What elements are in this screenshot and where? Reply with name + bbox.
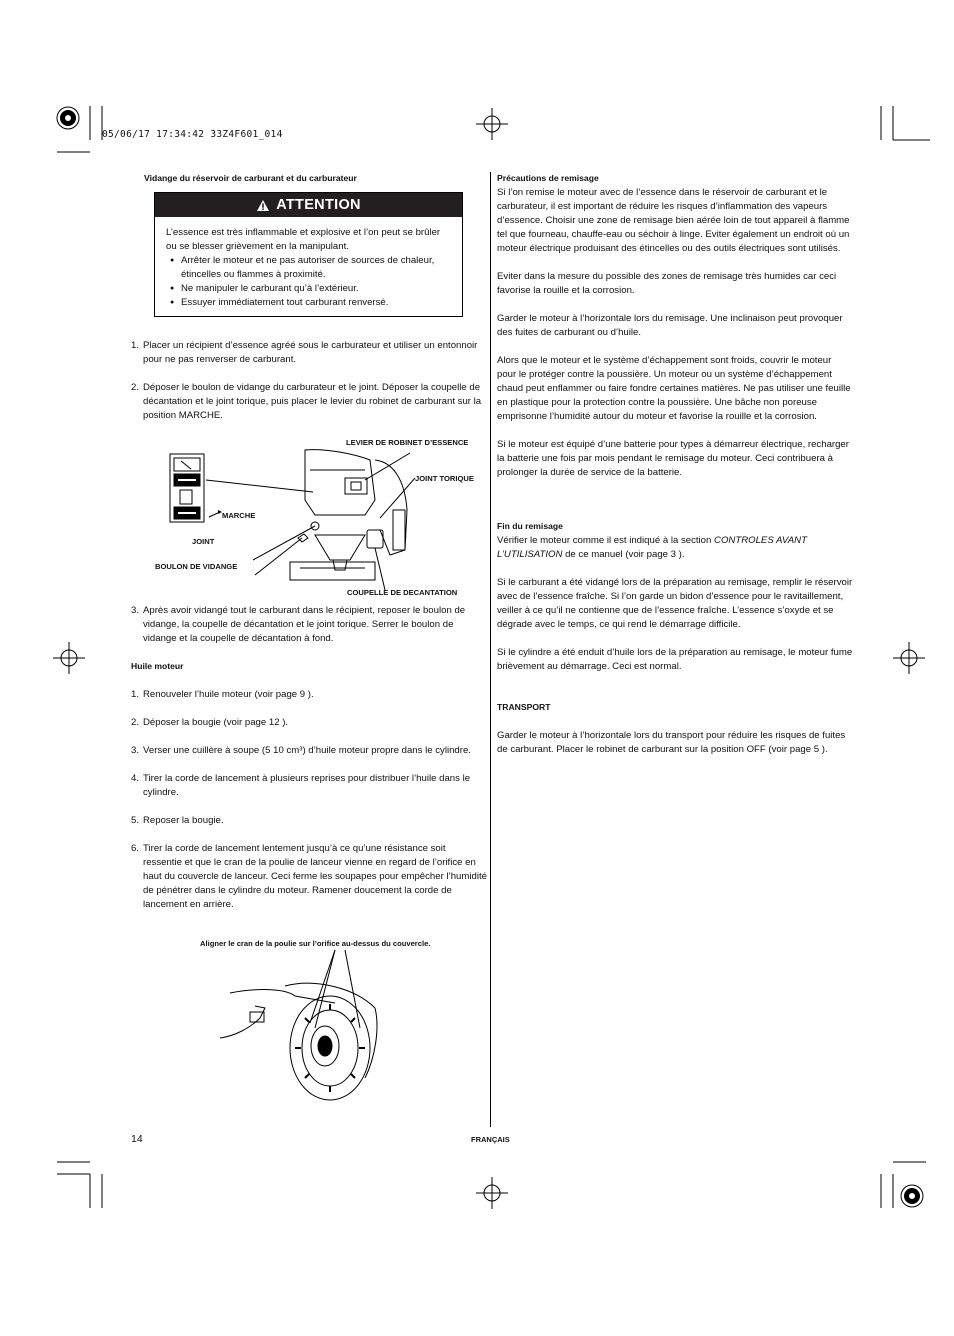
step-text: Tirer la corde de lancement lentement jusqu’à ce qu’une résistance soit ressentie et que le cran de la poulie de lanceur vienne en regard de l’orifice en haut du couvercle de lanceur. Ceci ferme les soupapes pour empêcher l’humidité de pénétrer dans le cylindre du moteur. Ramener doucement la corde de lancement en arrière. bbox=[143, 843, 487, 910]
label-drain-bolt: BOULON DE VIDANGE bbox=[155, 562, 238, 571]
step-text: Après avoir vidangé tout le carburant dans le récipient, reposer le boulon de vidange, la coupelle de décantation et le joint torique. Serrer le boulon de vidange et la coupelle de décantation à fond. bbox=[143, 605, 466, 644]
step-text: Reposer la bougie. bbox=[143, 815, 224, 826]
paragraph: Alors que le moteur et le système d’échappement sont froids, couvrir le moteur pour le protéger contre la poussière. Un moteur ou un système d’échappement chaud peut enflammer ou faire fondre certaines matières. Ne pas utiliser une feuille en plastique pour la protection contre la poussière. Une bâche non poreuse emprisonne l’humidité autour du moteur et favorise la rouille et la corrosion. bbox=[497, 355, 851, 422]
list-item bbox=[131, 772, 487, 800]
carburetor-illustration bbox=[165, 440, 485, 600]
text-run: Vérifier le moteur comme il est indiqué à la section bbox=[497, 535, 715, 546]
paragraph bbox=[497, 534, 853, 562]
label-joint: JOINT bbox=[192, 537, 215, 546]
warning-intro: L’essence est très inflammable et explosive et l’on peut se brûler ou se blesser grièvement en la manipulant. bbox=[166, 227, 441, 252]
step-text: Déposer le boulon de vidange du carburateur et le joint. Déposer la coupelle de décantation et le joint torique, puis placer le levier du robinet de carburant sur la position MARCHE. bbox=[143, 382, 482, 421]
list-item bbox=[131, 842, 487, 912]
language-label: FRANÇAIS bbox=[471, 1135, 510, 1144]
list-item bbox=[131, 339, 487, 367]
step-number: 1. bbox=[131, 689, 140, 700]
step-text: Renouveler l’huile moteur (voir page 9 ). bbox=[143, 689, 314, 700]
print-stamp: 05/06/17 17:34:42 33Z4F601_014 bbox=[102, 129, 283, 140]
list-item bbox=[131, 716, 487, 730]
step-number: 6. bbox=[131, 843, 140, 854]
step-number: 2. bbox=[131, 717, 140, 728]
step-text: Déposer la bougie (voir page 12 ). bbox=[143, 717, 289, 728]
step-number: 3. bbox=[131, 605, 140, 616]
paragraph: Garder le moteur à l’horizontale lors du transport pour réduire les risques de fuites de carburant. Placer le robinet de carburant sur la position OFF (voir page 5 ). bbox=[497, 730, 846, 755]
paragraph: Si le carburant a été vidangé lors de la préparation au remisage, remplir le réservoir avec de l’essence fraîche. Si l’on garde un bidon d’essence pour le ravitaillement, veiller à ce qu’il ne contienne que de l’essence fraîche. L’essence s’oxyde et se dégrade avec le temps, ce qui rend le démarrage difficile. bbox=[497, 577, 853, 630]
pulley-figure-caption: Aligner le cran de la poulie sur l’orifice au-dessus du couvercle. bbox=[200, 939, 431, 948]
transport-text bbox=[497, 729, 853, 771]
warning-bullet: ● Arrêter le moteur et ne pas autoriser de sources de chaleur, étincelles ou flammes à proximité. bbox=[166, 254, 451, 282]
list-item bbox=[131, 688, 487, 702]
warning-bullet: ● Essuyer immédiatement tout carburant renversé. bbox=[166, 296, 451, 310]
warning-box bbox=[154, 192, 463, 317]
label-fuel-lever: LEVIER DE ROBINET D’ESSENCE bbox=[346, 438, 469, 447]
warning-header bbox=[155, 193, 462, 217]
paragraph: Si le moteur est équipé d’une batterie pour types à démarreur électrique, recharger la batterie une fois par mois pendant le remisage du moteur. Ceci contribuera à prolonger la durée de service de la batterie. bbox=[497, 439, 849, 478]
step-number: 3. bbox=[131, 745, 140, 756]
list-item bbox=[131, 381, 487, 423]
step-three bbox=[131, 604, 487, 660]
label-sediment-cup: COUPELLE DE DECANTATION bbox=[347, 588, 458, 597]
storage-section-title: Précautions de remisage bbox=[497, 173, 599, 183]
storage-text bbox=[497, 186, 853, 494]
step-text: Placer un récipient d’essence agréé sous le carburateur et utiliser un entonnoir pour ne pas renverser de carburant. bbox=[143, 340, 478, 365]
column-divider bbox=[490, 172, 491, 1127]
paragraph: Eviter dans la mesure du possible des zones de remisage très humides car ceci favorise la rouille et la corrosion. bbox=[497, 271, 837, 296]
label-marche: MARCHE bbox=[222, 511, 256, 520]
list-item bbox=[131, 744, 487, 758]
starter-pulley-illustration bbox=[215, 948, 395, 1113]
step-number: 4. bbox=[131, 773, 140, 784]
drain-section-title: Vidange du réservoir de carburant et du carburateur bbox=[144, 173, 357, 183]
label-oring: JOINT TORIQUE bbox=[415, 474, 474, 483]
step-text: Tirer la corde de lancement à plusieurs reprises pour distribuer l’huile dans le cylindre. bbox=[143, 773, 471, 798]
paragraph: Garder le moteur à l’horizontale lors du remisage. Une inclinaison peut provoquer des fuites de carburant ou d’huile. bbox=[497, 313, 843, 338]
list-item bbox=[131, 814, 487, 828]
oil-section-title: Huile moteur bbox=[131, 661, 184, 671]
end-storage-title: Fin du remisage bbox=[497, 521, 563, 531]
warning-bullet: ● Ne manipuler le carburant qu’à l’extérieur. bbox=[166, 282, 451, 296]
text-run: de ce manuel (voir page 3 ). bbox=[562, 549, 685, 560]
step-number: 1. bbox=[131, 340, 140, 351]
step-text: Verser une cuillère à soupe (5 10 cm³) d’huile moteur propre dans le cylindre. bbox=[143, 745, 471, 756]
section-reference: CONTROLES AVANT L’UTILISATION bbox=[497, 535, 807, 560]
warning-title: ATTENTION bbox=[276, 197, 361, 213]
oil-steps bbox=[131, 688, 487, 926]
warning-triangle-icon bbox=[256, 199, 270, 212]
list-item bbox=[131, 604, 487, 646]
page-number: 14 bbox=[131, 1133, 143, 1145]
step-number: 2. bbox=[131, 382, 140, 393]
end-storage-text bbox=[497, 534, 853, 688]
paragraph: Si le cylindre a été enduit d’huile lors de la préparation au remisage, le moteur fume brièvement au démarrage. Ceci est normal. bbox=[497, 647, 853, 672]
transport-title: TRANSPORT bbox=[497, 702, 551, 712]
drain-steps bbox=[131, 339, 487, 437]
step-number: 5. bbox=[131, 815, 140, 826]
paragraph: Si l’on remise le moteur avec de l’essence dans le réservoir de carburant et le carburateur, il est important de réduire les risques d’inflammation des vapeurs d’essence. Choisir une zone de remisage bien aérée loin de tout appareil à flamme tel que fourneau, chauffe-eau ou séchoir à linge. Eviter également un endroit où un moteur électrique produisant des étincelles ou des outils électriques sont utilisés. bbox=[497, 187, 850, 254]
